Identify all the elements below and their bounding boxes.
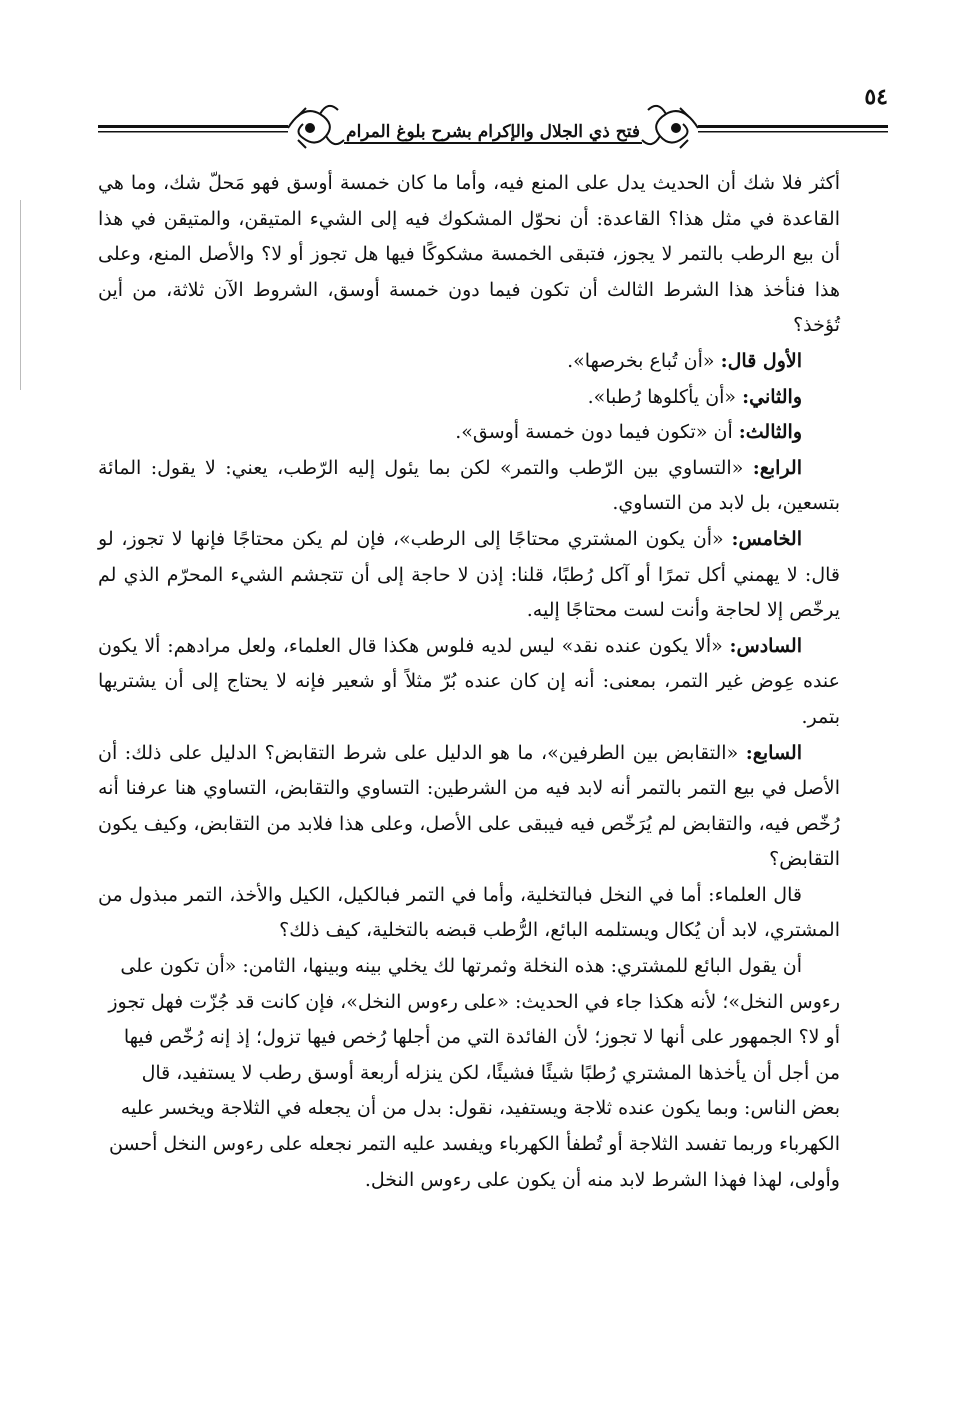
paragraph-text: «ألا يكون عنده نقد» ليس لديه فلوس هكذا قال العلماء، ولعل مرادهم: ألا يكون عنده عِوض غير التمر، بمعنى: أنه إن كان عنده بُرّ مثلاً أو شعير فإنه لا يحتاج إلى أن يشتريها بتمر. [98, 634, 840, 728]
paragraph [98, 949, 840, 1198]
left-ornament-icon [288, 106, 344, 148]
paragraph-text: «أن يأكلوها رُطبا». [587, 385, 743, 408]
margin-line [20, 200, 21, 390]
paragraph [98, 415, 840, 451]
page-header [98, 84, 888, 154]
paragraph [98, 736, 840, 878]
paragraph-lead: والثالث: [738, 421, 802, 444]
paragraph-text: «التساوي بين الرّطب والتمر» لكن بما يئول إليه الرّطب، يعني: لا يقول: المائة بتسعين، بل لابد من التساوي. [98, 456, 840, 515]
book-title: فتح ذي الجلال والإكرام بشرح بلوغ المرام [346, 122, 640, 142]
paragraph [98, 451, 840, 522]
paragraph [98, 344, 840, 380]
paragraph-lead: الأول قال: [720, 349, 802, 372]
paragraph-text: قال العلماء: أما في النخل فبالتخلية، وأما في التمر فبالكيل، الكيل والأخذ، التمر مبذول من المشتري، لابد أن يُكال ويستلمه البائع، الرُّطب قبضه بالتخلية، كيف ذلك؟ [98, 883, 840, 942]
paragraph-lead: والثاني: [742, 385, 802, 408]
paragraph-text: أن يقول البائع للمشتري: هذه النخلة وثمرتها لك يخلي بينه وبينها، الثامن: «أن تكون على رءوس النخل»؛ لأنه هكذا جاء في الحديث: «على رءوس النخل»، فإن كانت قد جُزّت فهل تجوز أو لا؟ الجمهور على أنها لا تجوز؛ لأن الفائدة التي من أجلها رُخص فيها تزول؛ إذ إنه رُخّص فيها من أجل أن يأخذها المشتري رُطبًا شيئًا فشيئًا، لكن ينزله أربعة أوسق رطب لا يستفيد، قال بعض الناس: وبما يكون عنده ثلاجة ويستفيد، نقول: بدل من أن يجعله في الثلاجة ويخسر عليه الكهرباء وربما تفسد الثلاجة أو تُطفأ الكهرباء ويفسد عليه التمر نجعله على رءوس النخل أحسن وأولى، لهذا فهذا الشرط لابد منه أن يكون على رءوس النخل. [108, 955, 840, 1191]
paragraph [98, 629, 840, 736]
paragraph-lead: الرابع: [752, 456, 802, 479]
paragraph-lead: السادس: [729, 634, 802, 657]
page-body [98, 166, 840, 1198]
paragraph-text: «أن تُباع بخرصها». [567, 349, 721, 372]
paragraph-lead: الخامس: [731, 527, 802, 550]
page-number: ٥٤ [864, 84, 888, 110]
paragraph [98, 166, 840, 344]
paragraph-text: أن «تكون فيما دون خمسة أوسق». [455, 421, 739, 444]
paragraph-text: أكثر فلا شك أن الحديث يدل على المنع فيه، وأما ما كان خمسة أوسق فهو مَحلّ شك، وما هي القاعدة في مثل هذا؟ القاعدة: أن نحوّل المشكوك فيه إلى الشيء المتيقن، والمتيقن في هذا أن بيع الرطب بالتمر لا يجوز، فتبقى الخمسة مشكوكًا فيها هل تجوز أو لا؟ والأصل المنع، وعلى هذا فنأخذ هذا الشرط الثالث أن تكون فيما دون خمسة أوسق، الشروط الآن ثلاثة، من أين تُؤخذ؟ [98, 172, 840, 337]
paragraph [98, 522, 840, 629]
paragraph-text: «التقابض بين الطرفين»، ما هو الدليل على شرط التقابض؟ الدليل على ذلك: أن الأصل في بيع التمر بالتمر أنه لابد فيه من الشرطين: التساوي والتقابض، التساوي هنا عرفنا أنه رُخّص فيه، والتقابض لم يُرَخّص فيه فيبقى على الأصل، وعلى هذا فلابد من التقابض، وكيف يكون التقابض؟ [98, 741, 840, 871]
paragraph-lead: السابع: [745, 741, 802, 764]
paragraph [98, 878, 840, 949]
paragraph [98, 380, 840, 416]
right-ornament-icon [642, 106, 698, 148]
paragraph-text: «أن يكون المشتري محتاجًا إلى الرطب»، فإن لم يكن محتاجًا فإنها لا تجوز، لو قال: لا يهمني أكل تمرًا أو آكل رُطبًا، قلنا: إذن لا حاجة إلى أن تتجشم الشيء المحرّم الذي لم يرخّص إلا لحاجة وأنت لست محتاجًا إليه. [98, 527, 840, 622]
